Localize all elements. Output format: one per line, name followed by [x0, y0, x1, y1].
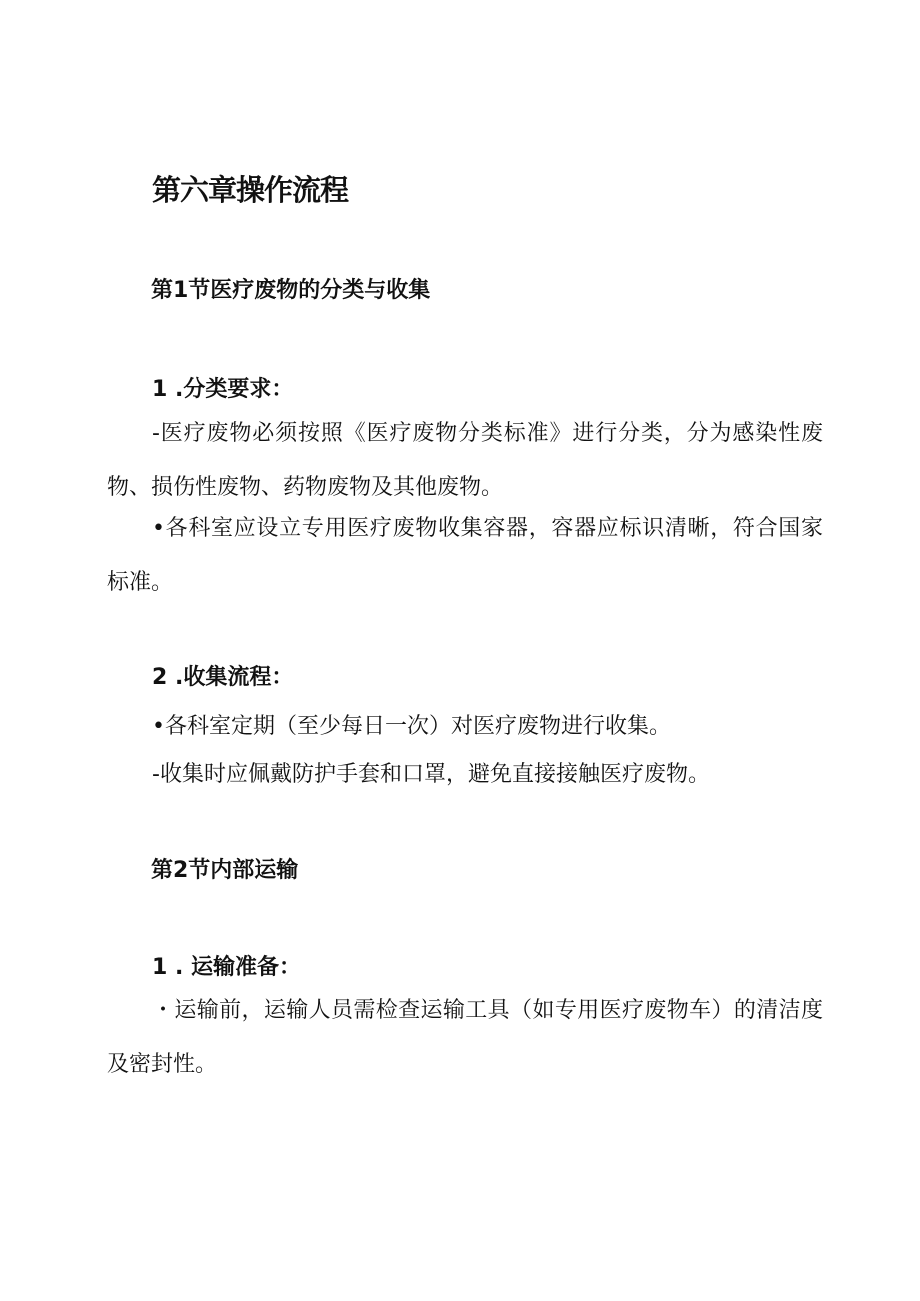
item-heading-classification: 1 .分类要求：: [152, 377, 294, 402]
paragraph-daily-collection: •各科室定期（至少每日一次）对医疗废物进行收集。: [152, 714, 671, 739]
item-heading-collection-process: 2 .收集流程：: [152, 665, 294, 690]
paragraph-classification-standard: -医疗废物必须按照《医疗废物分类标准》进行分类，分为感染性废物、损伤性废物、药物废物及其他废物。: [107, 421, 823, 500]
section-title-1: 第1节医疗废物的分类与收集: [151, 278, 431, 303]
item-heading-transport-preparation: 1 . 运输准备：: [152, 955, 301, 980]
paragraph-protective-equipment: -收集时应佩戴防护手套和口罩，避免直接接触医疗废物。: [152, 762, 710, 787]
section-title-2: 第2节内部运输: [151, 858, 299, 883]
paragraph-collection-container: •各科室应设立专用医疗废物收集容器，容器应标识清晰，符合国家标准。: [107, 516, 823, 595]
paragraph-transport-inspection: ・运输前，运输人员需检查运输工具（如专用医疗废物车）的清洁度及密封性。: [107, 998, 823, 1077]
chapter-title: 第六章操作流程: [152, 173, 349, 207]
